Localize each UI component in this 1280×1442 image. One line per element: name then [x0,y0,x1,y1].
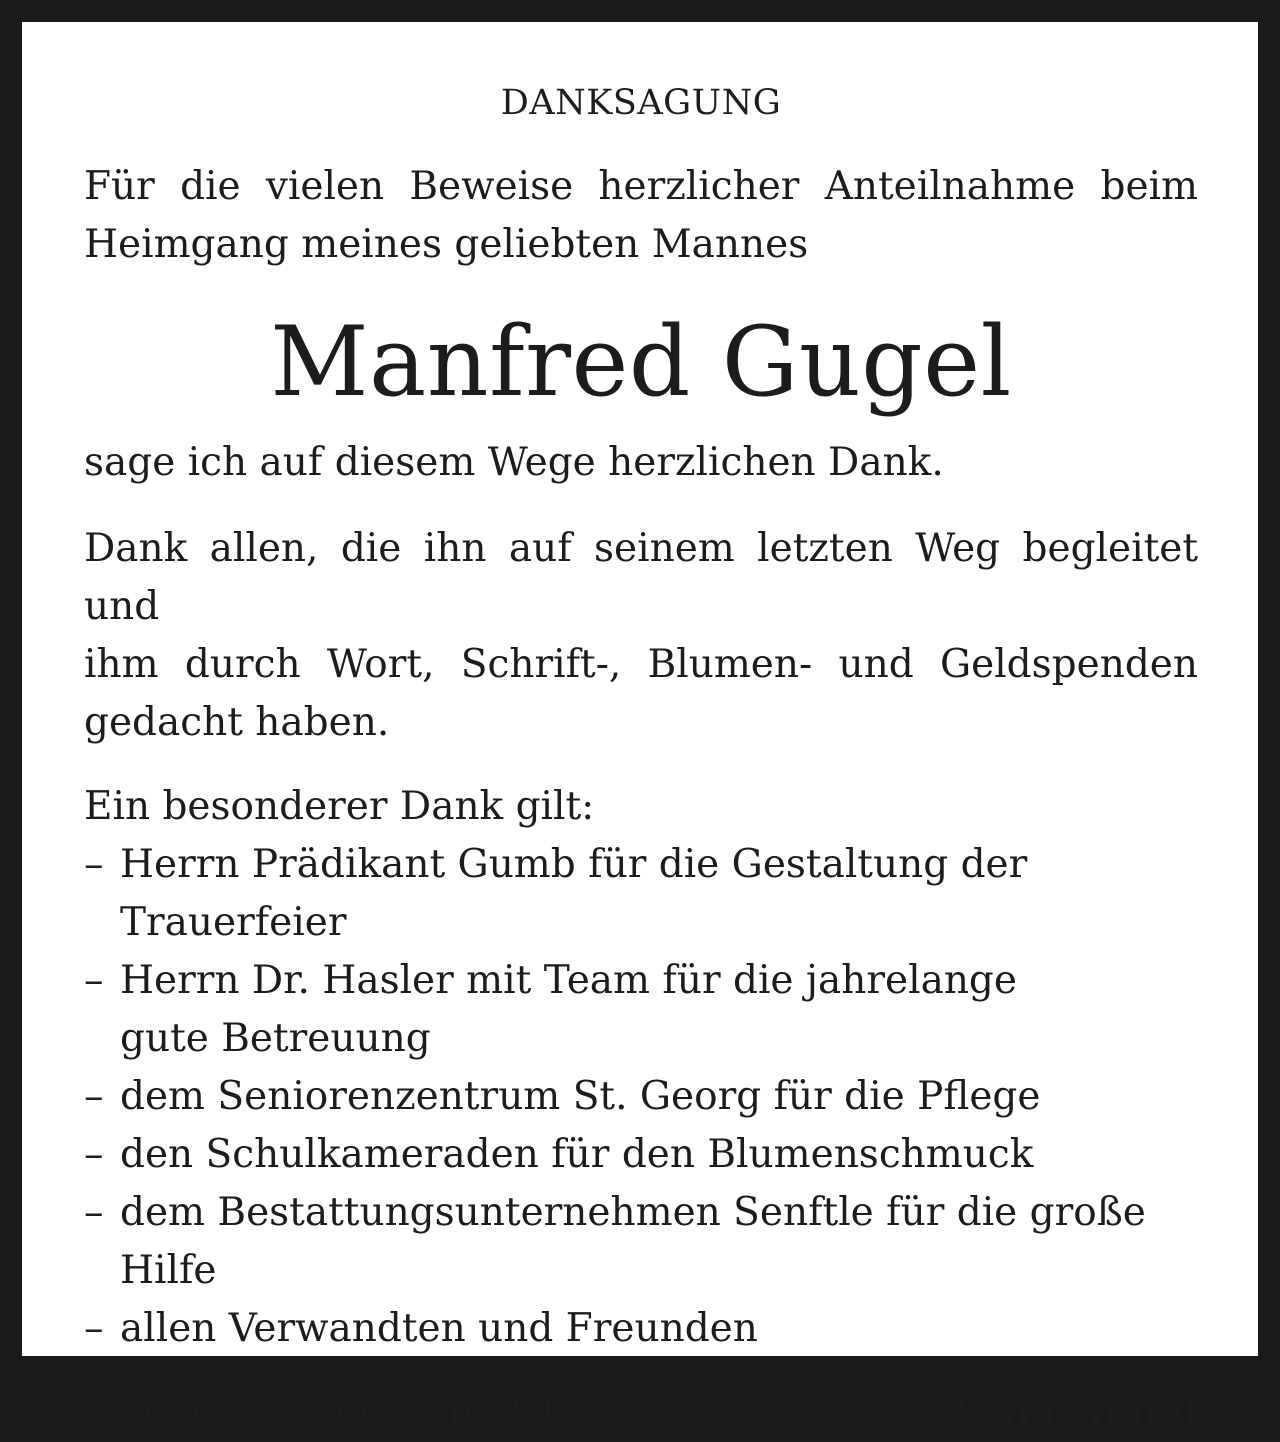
list-item-text: den Schulkameraden für den Blumenschmuck [120,1132,1034,1177]
obituary-content [84,80,1198,1442]
footer [84,1384,1198,1442]
paragraph2-line-3: gedacht haben. [84,700,390,745]
dash-marker: – [84,958,104,1003]
list-item-text: dem Seniorenzentrum St. Georg für die Pflege [120,1074,1041,1119]
paragraph2-line-2: ihm durch Wort, Schrift-, Blumen- und Geldspenden [84,642,1198,687]
list-item-text: allen Verwandten und Freunden [120,1306,758,1351]
list-item-text: Herrn Prädikant Gumb für die Gestaltung der Trauerfeier [120,842,1028,945]
list-item [84,952,1090,1068]
list-item [84,836,1198,952]
list-item [84,1126,1198,1184]
list-item [84,1300,1198,1358]
dash-marker: – [84,842,104,887]
dash-marker: – [84,1190,104,1235]
paragraph2-line-1: Dank allen, die ihn auf seinem letzten Weg begleitet und [84,526,1198,629]
list-item [84,1068,1198,1126]
special-thanks-intro: Ein besonderer Dank gilt: [84,784,595,829]
thanks-line: sage ich auf diesem Wege herzlichen Dank. [84,440,944,485]
dash-marker: – [84,1132,104,1177]
obituary-card [22,22,1258,1436]
special-thanks-list [84,836,1198,1358]
intro-line-1: Für die vielen Beweise herzlicher Anteilnahme beim [84,164,1198,209]
deceased-name: Manfred Gugel [270,306,1012,418]
list-item-text: Herrn Dr. Hasler mit Team für die jahrelange gute Betreuung [120,958,1017,1061]
signature: Anna Gugel [943,1390,1198,1436]
list-item [84,1184,1198,1300]
place-date: Neuenburg, im Juni 2016 [84,1390,585,1435]
heading: DANKSAGUNG [500,83,782,123]
intro-line-2: Heimgang meines geliebten Mannes [84,222,809,267]
dash-marker: – [84,1306,104,1351]
dash-marker: – [84,1074,104,1119]
list-item-text: dem Bestattungsunternehmen Senftle für die große Hilfe [120,1190,1146,1293]
